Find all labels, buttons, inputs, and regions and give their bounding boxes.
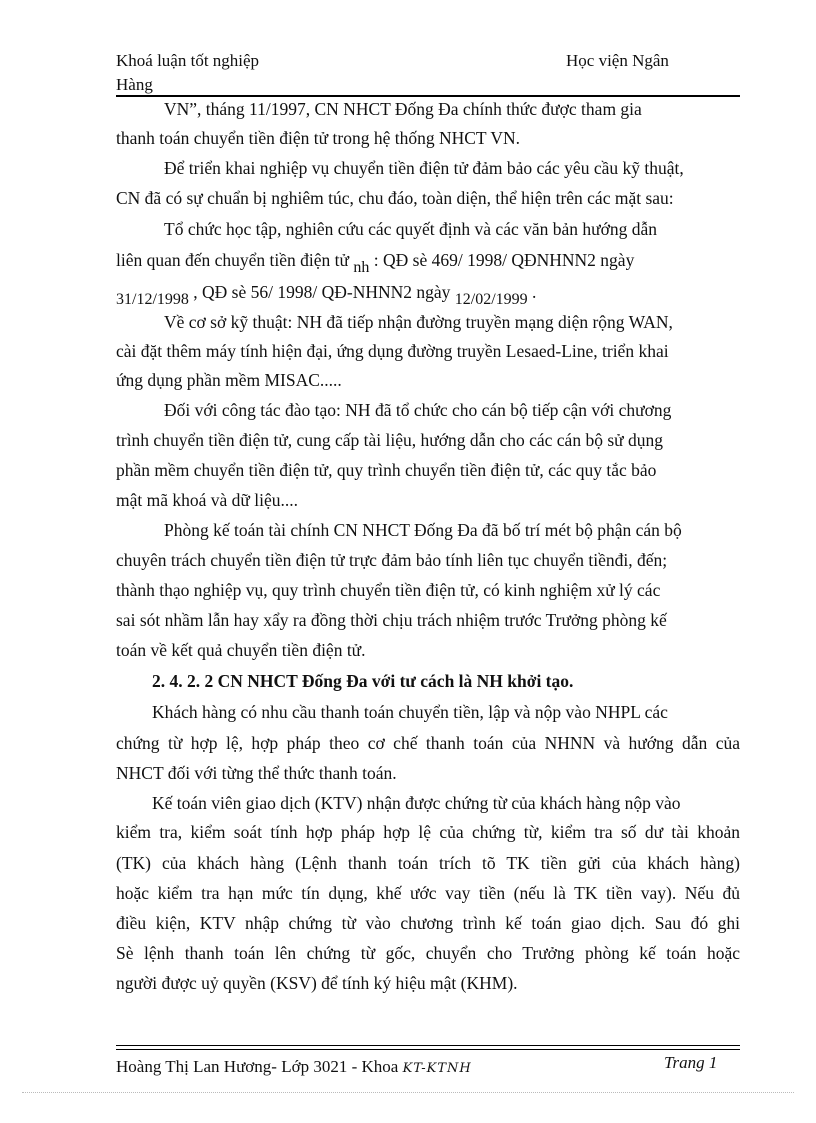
body-line: thanh toán chuyển tiền điện tử trong hệ thống NHCT VN.	[116, 128, 520, 148]
body-line: cài đặt thêm máy tính hiện đại, ứng dụng đường truyền Lesaed-Line, triển khai	[116, 341, 669, 361]
body-line: thành thạo nghiệp vụ, quy trình chuyển tiền điện tử, có kinh nghiệm xử lý các	[116, 580, 661, 600]
subscript-fragment: nh	[353, 259, 370, 276]
body-line: Đối với công tác đào tạo: NH đã tổ chức cho cán bộ tiếp cận với chương	[164, 400, 672, 420]
body-line: ứng dụng phần mềm MISAC.....	[116, 370, 342, 390]
body-line: (TK) của khách hàng (Lệnh thanh toán trích tõ TK tiền gửi của khách hàng)	[116, 853, 740, 873]
body-text-segment: , QĐ sè 56/ 1998/ QĐ-NHNN2 ngày	[193, 282, 451, 302]
page-number: Trang 1	[664, 1053, 718, 1072]
body-line: sai sót nhầm lẫn hay xẩy ra đồng thời chịu trách nhiệm trước Trưởng phòng kế	[116, 610, 667, 630]
body-line-with-subscript	[116, 248, 740, 274]
footer-rule-bottom	[116, 1049, 740, 1050]
body-line: chứng từ hợp lệ, hợp pháp theo cơ chế thanh toán của NHNN và hướng dẫn của	[116, 733, 740, 753]
body-line: Về cơ sở kỹ thuật: NH đã tiếp nhận đường truyền mạng diện rộng WAN,	[164, 312, 673, 332]
body-line: người được uỷ quyền (KSV) để tính ký hiệu mật (KHM).	[116, 973, 518, 993]
section-heading: 2. 4. 2. 2 CN NHCT Đống Đa với tư cách là NH khởi tạo.	[152, 671, 574, 691]
body-line: toán về kết quả chuyển tiền điện tử.	[116, 640, 366, 660]
body-line: VN”, tháng 11/1997, CN NHCT Đống Đa chính thức được tham gia	[164, 99, 642, 119]
body-text-segment: liên quan đến chuyển tiền điện tử	[116, 250, 350, 270]
body-line: hoặc kiểm tra hạn mức tín dụng, khế ước vay tiền (nếu là TK tiền vay). Nếu đủ	[116, 883, 740, 903]
footer-faculty-signature: KT-KTNH	[402, 1061, 472, 1076]
body-line: điều kiện, KTV nhập chứng từ vào chương trình kế toán giao dịch. Sau đó ghi	[116, 913, 740, 933]
decision-date: 31/12/1998	[116, 291, 189, 308]
body-line: Sè lệnh thanh toán lên chứng từ gốc, chuyển cho Trưởng phòng kế toán hoặc	[116, 943, 740, 963]
page-bottom-dotted-divider	[22, 1092, 794, 1093]
body-line: mật mã khoá và dữ liệu....	[116, 490, 299, 510]
body-text-segment: : QĐ sè 469/ 1998/ QĐNHNN2 ngày	[373, 250, 635, 270]
decision-date: 12/02/1999	[454, 291, 528, 308]
footer-author	[116, 1056, 472, 1080]
body-line: Phòng kế toán tài chính CN NHCT Đống Đa đã bố trí mét bộ phận cán bộ	[164, 520, 682, 540]
body-line-with-subscript	[116, 280, 740, 306]
body-line: Để triển khai nghiệp vụ chuyển tiền điện tử đảm bảo các yêu cầu kỹ thuật,	[164, 158, 684, 178]
footer-author-text: Hoàng Thị Lan Hương- Lớp 3021 - Khoa	[116, 1057, 399, 1076]
footer-rule-top	[116, 1045, 740, 1046]
body-line: phần mềm chuyển tiền điện tử, quy trình chuyển tiền điện tử, các quy tắc bảo	[116, 460, 657, 480]
body-line: chuyên trách chuyển tiền điện tử trực đảm bảo tính liên tục chuyển tiềnđi, đến;	[116, 550, 668, 570]
body-line: Kế toán viên giao dịch (KTV) nhận được chứng từ của khách hàng nộp vào	[152, 793, 681, 813]
header-left-continuation: Hàng	[116, 75, 153, 94]
header-left-title: Khoá luận tốt nghiệp	[116, 51, 260, 70]
body-line: NHCT đối với từng thể thức thanh toán.	[116, 763, 397, 783]
body-line: trình chuyển tiền điện tử, cung cấp tài liệu, hướng dẫn cho các cán bộ sử dụng	[116, 430, 663, 450]
body-line: Khách hàng có nhu cầu thanh toán chuyển tiền, lập và nộp vào NHPL các	[152, 702, 668, 722]
body-text-segment: .	[532, 282, 537, 302]
body-line: kiểm tra, kiểm soát tính hợp pháp hợp lệ của chứng từ, kiểm tra số dư tài khoản	[116, 822, 740, 842]
header-right-institution: Học viện Ngân	[566, 51, 669, 70]
body-line: CN đã có sự chuẩn bị nghiêm túc, chu đáo, toàn diện, thể hiện trên các mặt sau:	[116, 188, 674, 208]
body-line: Tổ chức học tập, nghiên cứu các quyết định và các văn bản hướng dẫn	[164, 219, 658, 239]
